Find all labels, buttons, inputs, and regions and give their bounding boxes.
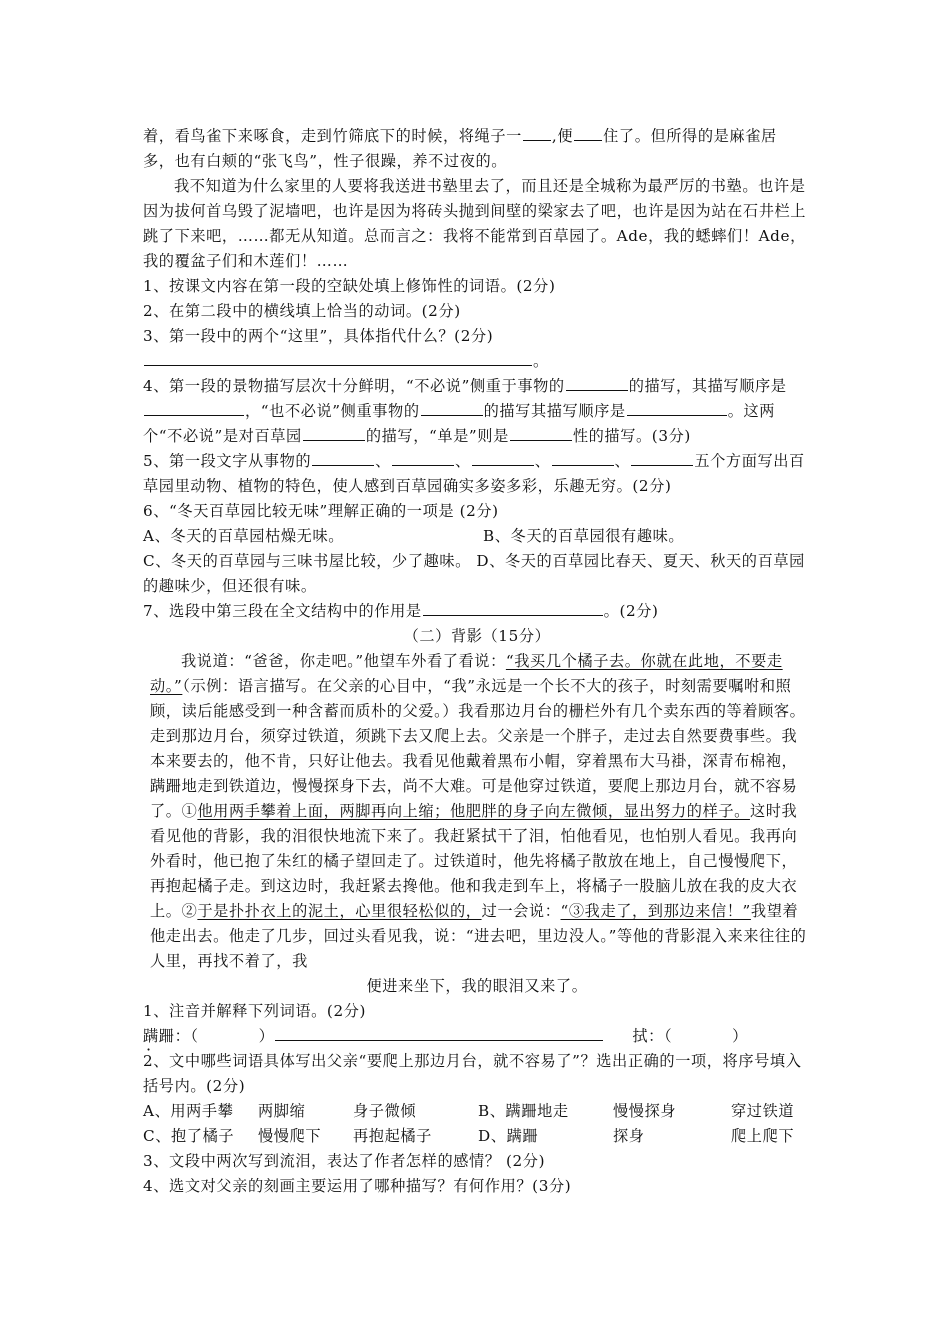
- section-2-passage-last-line: 便进来坐下，我的眼泪又来了。: [366, 977, 588, 995]
- underlined-quote: “③我走了，到那边来信！”: [560, 902, 751, 920]
- text: 我望着他走出去。他走了几步，回过头看见我，说：“进去吧，里边没人。”等他的背影混入来来往往的人里，再找不着了，我: [150, 902, 807, 970]
- fill-blank[interactable]: [523, 124, 551, 141]
- question-3: 3、第一段中的两个“这里”，具体指代什么？(2分): [143, 327, 494, 345]
- answer-line[interactable]: [275, 1024, 603, 1041]
- underlined-sentence: 他用两手攀着上面，两脚再向上缩；他肥胖的身子向左微倾，显出努力的样子。: [197, 802, 750, 820]
- fill-blank[interactable]: [510, 424, 572, 441]
- text: 。: [533, 352, 549, 370]
- text: 7、选段中第三段在全文结构中的作用是: [143, 602, 422, 620]
- question2-1: 1、注音并解释下列词语。(2分): [143, 1002, 367, 1020]
- fill-blank[interactable]: [552, 449, 614, 466]
- option-b-item: 穿过铁道: [731, 1102, 795, 1120]
- document-page: [143, 124, 811, 1199]
- text: 。(2分): [603, 602, 659, 620]
- text: 性的描写。(3分): [572, 427, 691, 445]
- question-6-options-ab: [143, 524, 811, 549]
- passage1-line2: 多，也有白颊的“张飞鸟”，性子很躁，养不过夜的。: [143, 152, 508, 170]
- question2-2-options-ab: [143, 1099, 811, 1124]
- text: 的描写，“单是”则是: [365, 427, 509, 445]
- answer-line[interactable]: [144, 349, 532, 366]
- question2-1-words: [143, 1024, 811, 1049]
- question-5: [143, 449, 811, 499]
- question-2: 2、在第二段中的横线填上恰当的动词。(2分): [143, 302, 461, 320]
- option-a[interactable]: A、冬天的百草园枯燥无味。: [143, 527, 345, 545]
- text: （示例：语言描写。在父亲的心目中，“我”永远是一个长不大的孩子，时刻需要嘱咐和照顾，读后能感受到一种含蓄而质朴的父爱。）我看那边月台的栅栏外有几个卖东西的等着顾客。走到那边月台，须穿过铁道，须跳下去又爬上去。父亲是一个胖子，走过去自然要费事些。我本来要去的，他不肯，只好让他去。我看见他戴着黑布小帽，穿着黑布大马褂，深青布棉袍，蹒跚地走到铁道边，慢慢探身下去，尚不大难。可是他穿过铁道，要爬上那边月台，就不容易了。①: [150, 677, 806, 820]
- word-shi: 拭：: [632, 1027, 664, 1045]
- fill-blank[interactable]: [631, 449, 693, 466]
- text: 住了。但所得的是麻雀居: [603, 127, 777, 145]
- option-b[interactable]: B、冬天的百草园很有趣味。: [483, 527, 685, 545]
- text: ）: [732, 1027, 748, 1045]
- fill-blank[interactable]: [144, 399, 244, 416]
- text: 着，看鸟雀下来啄食，走到竹筛底下的时候，将绳子一: [143, 127, 522, 145]
- text: 我说道：“爸爸，你走吧。”他望车外看了看说：: [181, 652, 506, 670]
- text: ，“也不必说”侧重事物的: [245, 402, 420, 420]
- question2-2-options-cd: [143, 1124, 811, 1149]
- section-2-passage: [143, 649, 811, 974]
- passage1-line1: [143, 124, 811, 149]
- text: 过一会说：: [481, 902, 561, 920]
- question-4: [143, 374, 811, 449]
- text: （: [190, 1027, 199, 1045]
- option-a-item: 身子微倾: [353, 1102, 417, 1120]
- fill-blank[interactable]: [574, 124, 602, 141]
- question-1: 1、按课文内容在第一段的空缺处填上修饰性的词语。(2分): [143, 277, 556, 295]
- text: 、: [614, 452, 631, 470]
- option-c-item: 再抱起橘子: [353, 1127, 432, 1145]
- option-c-item: 慢慢爬下: [258, 1127, 322, 1145]
- underlined-quote: “我买几个橘子去。你就在此地，不要走动。”: [150, 652, 783, 695]
- option-c[interactable]: C、冬天的百草园与三味书屋比较，少了趣味。: [143, 552, 471, 570]
- fill-blank[interactable]: [627, 399, 727, 416]
- question-6: 6、“冬天百草园比较无味”理解正确的一项是 (2分): [143, 502, 499, 520]
- option-a-item: 两脚缩: [258, 1102, 306, 1120]
- text: 序是: [755, 377, 787, 395]
- option-c[interactable]: C、抱了橘子: [143, 1127, 235, 1145]
- fill-blank[interactable]: [312, 449, 374, 466]
- text: 五个方面写: [694, 452, 774, 470]
- text: ,便: [551, 127, 574, 145]
- fill-blank[interactable]: [472, 449, 534, 466]
- text: 、: [534, 452, 551, 470]
- section-2-title: （二）背影（15分）: [403, 627, 551, 645]
- option-d[interactable]: D、冬天的百草园比春天、夏天、秋天的百草园的趣味少，但还很有味。: [143, 552, 805, 595]
- text: 5、第一段文字从事物的: [143, 452, 312, 470]
- question2-2: 2、文中哪些词语具体写出父亲“要爬上那边月台，就不容易了”？选出正确的一项，将序号填入括号内。(2分): [143, 1052, 802, 1095]
- option-b-item: 慢慢探身: [613, 1102, 677, 1120]
- text: 这两个“不必说”是对百草园: [143, 402, 776, 445]
- question2-3: 3、文段中两次写到流泪，表达了作者怎样的感情？ (2分): [143, 1152, 546, 1170]
- passage1-paragraph2: 我不知道为什么家里的人要将我送进书塾里去了，而且还是全城称为最严厉的书塾。也许是因为拔何首乌毁了泥墙吧，也许是因为将砖头抛到间壁的梁家去了吧，也许是因为站在石井栏上跳了下来吧，……都无从知道。总而言之：我将不能常到百草园了。Ade，我的蟋蟀们！Ade，我的覆盆子们和木莲们！……: [143, 177, 807, 270]
- text: ）: [258, 1027, 275, 1045]
- text: 、: [375, 452, 391, 470]
- text: 的描写其描写顺序是: [483, 402, 626, 420]
- underlined-sentence: 于是扑扑衣上的泥土，心里很轻松似的，: [197, 902, 482, 920]
- text: 的描写，其描写顺: [628, 377, 755, 395]
- question-7: [143, 599, 811, 624]
- option-a[interactable]: A、用两手攀: [143, 1102, 234, 1120]
- text: 4、第一段的景物描写层次十分鲜明，“不必说”侧重于事物的: [143, 377, 565, 395]
- option-d[interactable]: D、蹒跚: [478, 1127, 539, 1145]
- option-d-item: 爬上爬下: [731, 1127, 795, 1145]
- question2-4: 4、选文对父亲的刻画主要运用了哪种描写？有何作用？(3分): [143, 1177, 572, 1195]
- text: 这时我看见他的背影，我的泪很快地流下来了。我赶紧拭干了泪，怕他看见，也怕别人看见。我再向外看时，他已抱了朱红的橘子望回走了。过铁道时，他先将橘子散放在地上，自己慢慢爬下，再抱起橘子走。到这边时，我赶紧去搀他。他和我走到车上，将橘子一股脑儿放在我的皮大衣上。②: [150, 802, 798, 920]
- text: （: [663, 1027, 673, 1045]
- fill-blank[interactable]: [392, 449, 454, 466]
- text: 。: [727, 402, 744, 420]
- question-3-answer: [143, 349, 811, 374]
- option-d-item: 探身: [613, 1127, 645, 1145]
- word-panshan: 蹒跚： ·: [143, 1027, 190, 1045]
- question-6-options-cd: [143, 549, 811, 599]
- text: 、: [454, 452, 471, 470]
- fill-blank[interactable]: [421, 399, 483, 416]
- text: 出百草园里动物、植物的特色，使人感到百草园确实多姿多彩，乐趣无穷。(2分): [143, 452, 805, 495]
- option-b[interactable]: B、蹒跚地走: [478, 1102, 569, 1120]
- fill-blank[interactable]: [566, 374, 628, 391]
- fill-blank[interactable]: [423, 599, 603, 616]
- fill-blank[interactable]: [303, 424, 365, 441]
